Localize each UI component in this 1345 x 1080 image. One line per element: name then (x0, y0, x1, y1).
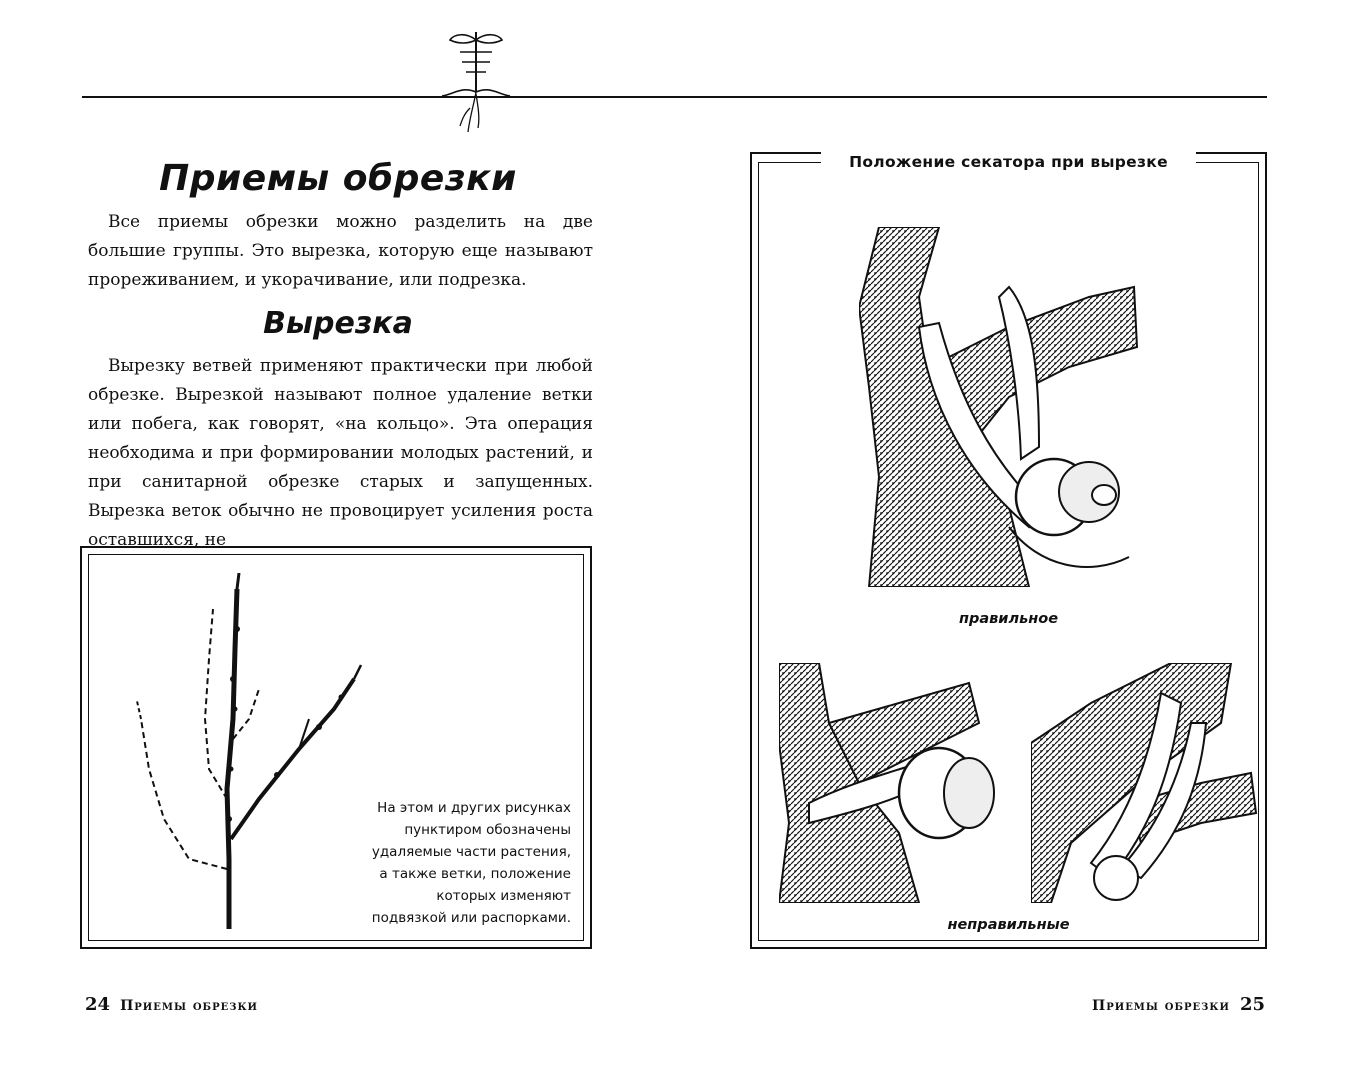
header-rule (82, 96, 1267, 98)
running-head: Приемы обрезки (1092, 998, 1230, 1014)
running-head: Приемы обрезки (120, 998, 258, 1014)
sprout-icon (440, 28, 512, 138)
branch-illustration (109, 569, 379, 939)
branch-figure-box (80, 546, 592, 949)
label-wrong: неправильные (947, 917, 1070, 933)
label-correct: правильное (958, 611, 1059, 627)
page-title: Приемы обрезки (159, 158, 517, 199)
pruner-wrong-illustration-1 (779, 663, 1009, 903)
section-heading: Вырезка (263, 306, 413, 341)
page-number: 24 (85, 994, 111, 1015)
pruner-wrong-illustration-2 (1031, 663, 1261, 903)
pruner-title-band (821, 147, 1196, 177)
body-paragraph: Вырезку ветвей применяют практически при любой обрезке. Вырезкой называют полное удаление ветки или побега, как говорят, «на кольцо». Эта операция необходима и при формировании молодых растений, и при санитарной обрезке старых и запущенных. Вырезка веток обычно не провоцирует усиления роста оставшихся, не (88, 356, 593, 550)
pruner-box-title: Положение секатора при вырезке (849, 153, 1168, 171)
page-number: 25 (1239, 994, 1265, 1015)
footer-left (85, 994, 258, 1015)
pruner-figure-box (750, 152, 1267, 949)
figure-inner-frame (88, 554, 584, 941)
pruner-inner-frame (758, 153, 1259, 941)
figure-caption: На этом и других рисунках пунктиром обозначены удаляемые части растения, а также ветки, положение которых изменяют подвязкой или распорками. (371, 800, 571, 926)
footer-right (1092, 994, 1265, 1015)
intro-paragraph: Все приемы обрезки можно разделить на две большие группы. Это вырезка, которую еще называют прореживанием, и укорачивание, или подрезка. (88, 212, 593, 290)
pruner-correct-illustration (859, 227, 1139, 587)
